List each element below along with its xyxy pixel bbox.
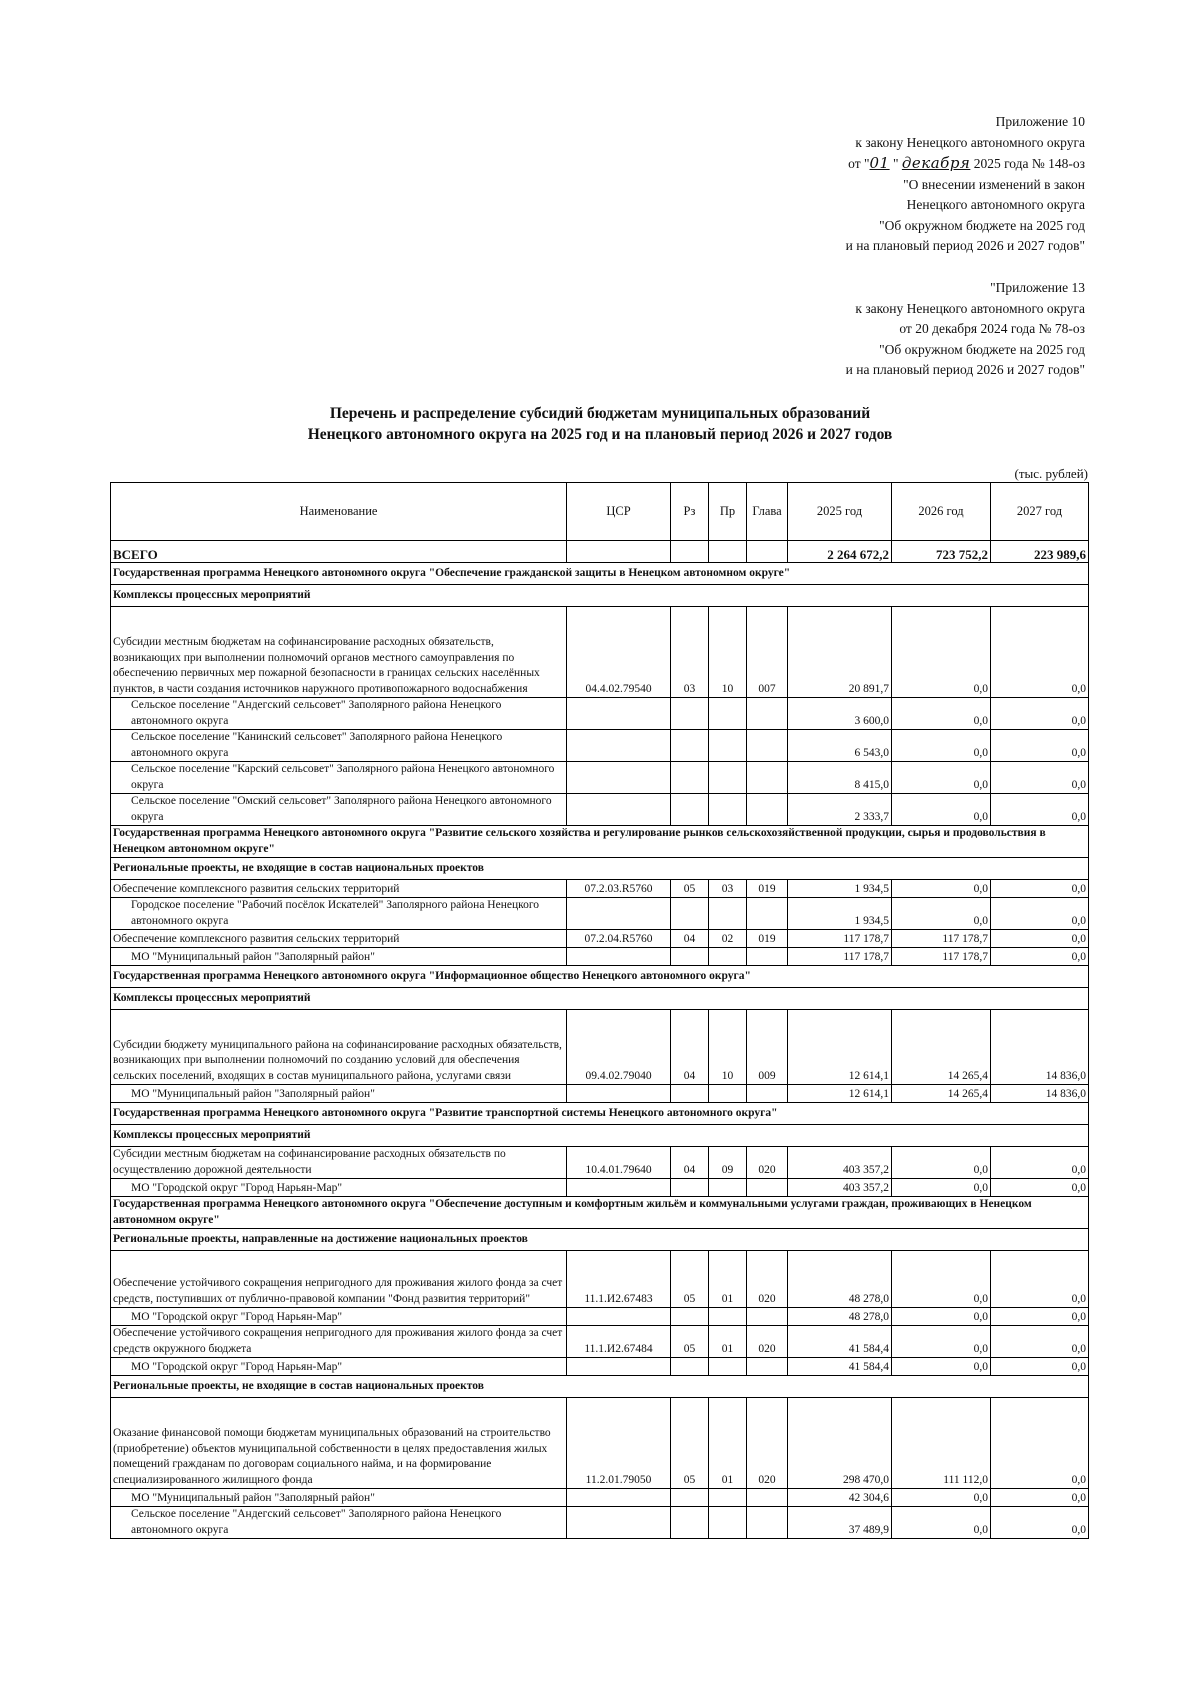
amount-2025: 8 415,0 xyxy=(788,762,892,794)
amount-2027: 0,0 xyxy=(991,1489,1089,1507)
amount-2027: 0,0 xyxy=(991,930,1089,948)
section-row xyxy=(111,988,1089,1010)
municipality-name: МО "Городской округ "Город Нарьян-Мар" xyxy=(111,1179,567,1197)
law-title-line: и на плановый период 2026 и 2027 годов" xyxy=(845,362,1085,377)
section-name: Региональные проекты, не входящие в состав национальных проектов xyxy=(111,858,1089,880)
section-row xyxy=(111,1376,1089,1398)
law-date-line: от "01 " декабря 2025 года № 148-оз xyxy=(848,154,1085,172)
amount-2027: 0,0 xyxy=(991,898,1089,930)
rz-code: 05 xyxy=(671,1398,709,1489)
csr-code: 04.4.02.79540 xyxy=(567,607,671,698)
total-2027: 223 989,6 xyxy=(991,541,1089,563)
glava-code: 007 xyxy=(747,607,788,698)
amount-2027: 0,0 xyxy=(991,794,1089,826)
municipality-row xyxy=(111,730,1089,762)
units-label: (тыс. рублей) xyxy=(1014,466,1088,481)
rz-code: 05 xyxy=(671,1251,709,1308)
section-row xyxy=(111,1125,1089,1147)
col-header-rz: Рз xyxy=(671,483,709,541)
pr-code: 10 xyxy=(709,1010,747,1085)
section-name: Комплексы процессных мероприятий xyxy=(111,988,1089,1010)
document-title: Перечень и распределение субсидий бюджетам муниципальных образований Ненецкого автономного округа на 2025 год и на плановый период 2026 и 2027 годов xyxy=(307,405,893,443)
subsidy-name: Обеспечение устойчивого сокращения непригодного для проживания жилого фонда за счет средств, поступивших от публично-правовой компании "Фонд развития территорий" xyxy=(111,1251,567,1308)
subsidy-row xyxy=(111,607,1089,698)
total-row xyxy=(111,541,1089,563)
amount-2026: 0,0 xyxy=(892,880,991,898)
amount-2027: 0,0 xyxy=(991,948,1089,966)
amount-2026: 0,0 xyxy=(892,1251,991,1308)
amount-2025: 117 178,7 xyxy=(788,948,892,966)
program-row xyxy=(111,1103,1089,1125)
amount-2026: 0,0 xyxy=(892,1147,991,1179)
pr-code: 09 xyxy=(709,1147,747,1179)
rz-code: 05 xyxy=(671,1326,709,1358)
amount-2026: 0,0 xyxy=(892,762,991,794)
subsidy-row xyxy=(111,880,1089,898)
amount-2027: 0,0 xyxy=(991,880,1089,898)
amount-2026: 117 178,7 xyxy=(892,948,991,966)
amount-2025: 6 543,0 xyxy=(788,730,892,762)
glava-code: 019 xyxy=(747,880,788,898)
subsidy-row xyxy=(111,1326,1089,1358)
law-title-line: "Об окружном бюджете на 2025 год xyxy=(879,217,1085,233)
col-header-2027: 2027 год xyxy=(991,483,1089,541)
subsidy-name: Субсидии бюджету муниципального района на софинансирование расходных обязательств, возникающих при выполнении полномочий по созданию условий для обеспечения сельских поселений, входящих в состав муниципального района, услугами связи xyxy=(111,1010,567,1085)
amount-2025: 12 614,1 xyxy=(788,1085,892,1103)
municipality-row xyxy=(111,1085,1089,1103)
subsidy-name: Обеспечение комплексного развития сельских территорий xyxy=(111,930,567,948)
rz-code: 04 xyxy=(671,930,709,948)
municipality-row xyxy=(111,948,1089,966)
program-name: Государственная программа Ненецкого автономного округа "Обеспечение доступным и комфортным жильём и коммунальными услугами граждан, проживающих в Ненецком автономном округе" xyxy=(111,1197,1089,1229)
amount-2025: 20 891,7 xyxy=(788,607,892,698)
pr-code: 02 xyxy=(709,930,747,948)
col-header-2025: 2025 год xyxy=(788,483,892,541)
rz-code: 05 xyxy=(671,880,709,898)
rz-code: 04 xyxy=(671,1147,709,1179)
total-label: ВСЕГО xyxy=(111,541,567,563)
amount-2026: 0,0 xyxy=(892,698,991,730)
pr-code: 01 xyxy=(709,1251,747,1308)
municipality-row xyxy=(111,1179,1089,1197)
amount-2027: 0,0 xyxy=(991,730,1089,762)
amount-2025: 12 614,1 xyxy=(788,1010,892,1085)
amount-2026: 0,0 xyxy=(892,607,991,698)
csr-code: 11.2.01.79050 xyxy=(567,1398,671,1489)
law-title-line: "Об окружном бюджете на 2025 год xyxy=(879,341,1085,357)
amount-2025: 1 934,5 xyxy=(788,880,892,898)
program-row xyxy=(111,1197,1089,1229)
municipality-row xyxy=(111,898,1089,930)
glava-code: 020 xyxy=(747,1147,788,1179)
handwritten-day: 01 xyxy=(869,154,890,172)
section-row xyxy=(111,858,1089,880)
municipality-name: Сельское поселение "Андегский сельсовет" Заполярного района Ненецкого автономного округа xyxy=(111,698,567,730)
amount-2025: 41 584,4 xyxy=(788,1326,892,1358)
amount-2025: 1 934,5 xyxy=(788,898,892,930)
municipality-row xyxy=(111,1308,1089,1326)
amount-2025: 42 304,6 xyxy=(788,1489,892,1507)
glava-code: 009 xyxy=(747,1010,788,1085)
municipality-row xyxy=(111,1358,1089,1376)
csr-code: 07.2.04.R5760 xyxy=(567,930,671,948)
subsidy-row xyxy=(111,1010,1089,1085)
total-2026: 723 752,2 xyxy=(892,541,991,563)
subsidies-table xyxy=(110,482,1089,1539)
pr-code: 01 xyxy=(709,1326,747,1358)
pr-code: 10 xyxy=(709,607,747,698)
amount-2025: 403 357,2 xyxy=(788,1179,892,1197)
program-name: Государственная программа Ненецкого автономного округа "Развитие транспортной системы Ненецкого автономного округа" xyxy=(111,1103,1089,1125)
municipality-name: МО "Городской округ "Город Нарьян-Мар" xyxy=(111,1358,567,1376)
table-header-row xyxy=(111,483,1089,541)
program-row xyxy=(111,826,1089,858)
subsidy-name: Обеспечение комплексного развития сельских территорий xyxy=(111,880,567,898)
law-title-line: и на плановый период 2026 и 2027 годов" xyxy=(845,238,1085,253)
municipality-row xyxy=(111,794,1089,826)
amount-2027: 0,0 xyxy=(991,1326,1089,1358)
rz-code: 03 xyxy=(671,607,709,698)
municipality-name: МО "Муниципальный район "Заполярный район" xyxy=(111,948,567,966)
subsidy-row xyxy=(111,930,1089,948)
municipality-name: Сельское поселение "Карский сельсовет" Заполярного района Ненецкого автономного округа xyxy=(111,762,567,794)
section-name: Комплексы процессных мероприятий xyxy=(111,585,1089,607)
amount-2027: 0,0 xyxy=(991,1358,1089,1376)
amount-2026: 0,0 xyxy=(892,1326,991,1358)
appendix-number: Приложение 10 xyxy=(995,114,1085,129)
amount-2027: 0,0 xyxy=(991,607,1089,698)
amount-2026: 0,0 xyxy=(892,1507,991,1539)
amount-2026: 0,0 xyxy=(892,898,991,930)
glava-code: 020 xyxy=(747,1398,788,1489)
section-row xyxy=(111,585,1089,607)
amount-2027: 0,0 xyxy=(991,762,1089,794)
csr-code: 11.1.И2.67484 xyxy=(567,1326,671,1358)
municipality-row xyxy=(111,762,1089,794)
amount-2025: 41 584,4 xyxy=(788,1358,892,1376)
pr-code: 01 xyxy=(709,1398,747,1489)
municipality-name: МО "Муниципальный район "Заполярный район" xyxy=(111,1489,567,1507)
amount-2026: 0,0 xyxy=(892,1308,991,1326)
subsidy-name: Обеспечение устойчивого сокращения непригодного для проживания жилого фонда за счет средств окружного бюджета xyxy=(111,1326,567,1358)
program-row xyxy=(111,563,1089,585)
law-reference: к закону Ненецкого автономного округа xyxy=(855,300,1085,316)
amount-2025: 48 278,0 xyxy=(788,1251,892,1308)
col-header-name: Наименование xyxy=(111,483,567,541)
amount-2026: 117 178,7 xyxy=(892,930,991,948)
section-row xyxy=(111,1229,1089,1251)
law-date-line: от 20 декабря 2024 года № 78-оз xyxy=(899,321,1085,336)
glava-code: 020 xyxy=(747,1251,788,1308)
municipality-name: Сельское поселение "Канинский сельсовет" Заполярного района Ненецкого автономного округа xyxy=(111,730,567,762)
law-reference: к закону Ненецкого автономного округа xyxy=(855,134,1085,150)
glava-code: 020 xyxy=(747,1326,788,1358)
amount-2027: 0,0 xyxy=(991,1251,1089,1308)
municipality-row xyxy=(111,1489,1089,1507)
amount-2026: 0,0 xyxy=(892,794,991,826)
subsidy-row xyxy=(111,1251,1089,1308)
pr-code: 03 xyxy=(709,880,747,898)
subsidy-row xyxy=(111,1398,1089,1489)
municipality-name: Городское поселение "Рабочий посёлок Искателей" Заполярного района Ненецкого автономного округа xyxy=(111,898,567,930)
amount-2025: 3 600,0 xyxy=(788,698,892,730)
amount-2025: 2 333,7 xyxy=(788,794,892,826)
csr-code: 09.4.02.79040 xyxy=(567,1010,671,1085)
amount-2026: 111 112,0 xyxy=(892,1398,991,1489)
program-name: Государственная программа Ненецкого автономного округа "Обеспечение гражданской защиты в Ненецком автономном округе" xyxy=(111,563,1089,585)
municipality-name: МО "Городской округ "Город Нарьян-Мар" xyxy=(111,1308,567,1326)
municipality-name: МО "Муниципальный район "Заполярный район" xyxy=(111,1085,567,1103)
amount-2027: 0,0 xyxy=(991,1308,1089,1326)
municipality-name: Сельское поселение "Андегский сельсовет" Заполярного района Ненецкого автономного округа xyxy=(111,1507,567,1539)
municipality-name: Сельское поселение "Омский сельсовет" Заполярного района Ненецкого автономного округа xyxy=(111,794,567,826)
amount-2025: 37 489,9 xyxy=(788,1507,892,1539)
subsidy-name: Субсидии местным бюджетам на софинансирование расходных обязательств, возникающих при выполнении полномочий органов местного самоуправления по обеспечению первичных мер пожарной безопасности в границах сельских населённых пунктов, в части создания источников наружного противопожарного водоснабжения xyxy=(111,607,567,698)
program-name: Государственная программа Ненецкого автономного округа "Информационное общество Ненецкого автономного округа" xyxy=(111,966,1089,988)
subsidy-row xyxy=(111,1147,1089,1179)
original-appendix-header xyxy=(846,278,1085,381)
law-title-line: "О внесении изменений в закон xyxy=(903,176,1085,192)
municipality-row xyxy=(111,698,1089,730)
amount-2025: 48 278,0 xyxy=(788,1308,892,1326)
program-row xyxy=(111,966,1089,988)
amount-2027: 14 836,0 xyxy=(991,1010,1089,1085)
section-name: Региональные проекты, направленные на достижение национальных проектов xyxy=(111,1229,1089,1251)
law-title-line: Ненецкого автономного округа xyxy=(906,197,1085,212)
col-header-2026: 2026 год xyxy=(892,483,991,541)
amount-2026: 0,0 xyxy=(892,1179,991,1197)
amount-2027: 0,0 xyxy=(991,1507,1089,1539)
subsidy-name: Оказание финансовой помощи бюджетам муниципальных образований на строительство (приобретение) объектов муниципальной собственности в целях предоставления жилых помещений гражданам по договорам социального найма, и на формирование специализированного жилищного фонда xyxy=(111,1398,567,1489)
amount-2025: 117 178,7 xyxy=(788,930,892,948)
amount-2026: 14 265,4 xyxy=(892,1085,991,1103)
glava-code: 019 xyxy=(747,930,788,948)
col-header-pr: Пр xyxy=(709,483,747,541)
amount-2027: 14 836,0 xyxy=(991,1085,1089,1103)
amount-2027: 0,0 xyxy=(991,1147,1089,1179)
csr-code: 10.4.01.79640 xyxy=(567,1147,671,1179)
appendix-number: "Приложение 13 xyxy=(990,280,1085,295)
amount-2026: 14 265,4 xyxy=(892,1010,991,1085)
csr-code: 11.1.И2.67483 xyxy=(567,1251,671,1308)
amount-2026: 0,0 xyxy=(892,730,991,762)
appendix-header xyxy=(846,112,1085,257)
amount-2026: 0,0 xyxy=(892,1489,991,1507)
rz-code: 04 xyxy=(671,1010,709,1085)
col-header-csr: ЦСР xyxy=(567,483,671,541)
amount-2026: 0,0 xyxy=(892,1358,991,1376)
section-name: Региональные проекты, не входящие в состав национальных проектов xyxy=(111,1376,1089,1398)
handwritten-month: декабря xyxy=(901,154,971,172)
col-header-glava: Глава xyxy=(747,483,788,541)
csr-code: 07.2.03.R5760 xyxy=(567,880,671,898)
amount-2027: 0,0 xyxy=(991,698,1089,730)
section-name: Комплексы процессных мероприятий xyxy=(111,1125,1089,1147)
subsidy-name: Субсидии местным бюджетам на софинансирование расходных обязательств по осуществлению дорожной деятельности xyxy=(111,1147,567,1179)
amount-2025: 298 470,0 xyxy=(788,1398,892,1489)
amount-2027: 0,0 xyxy=(991,1179,1089,1197)
program-name: Государственная программа Ненецкого автономного округа "Развитие сельского хозяйства и регулирование рынков сельскохозяйственной продукции, сырья и продовольствия в Ненецком автономном округе" xyxy=(111,826,1089,858)
amount-2025: 403 357,2 xyxy=(788,1147,892,1179)
total-2025: 2 264 672,2 xyxy=(788,541,892,563)
amount-2027: 0,0 xyxy=(991,1398,1089,1489)
municipality-row xyxy=(111,1507,1089,1539)
